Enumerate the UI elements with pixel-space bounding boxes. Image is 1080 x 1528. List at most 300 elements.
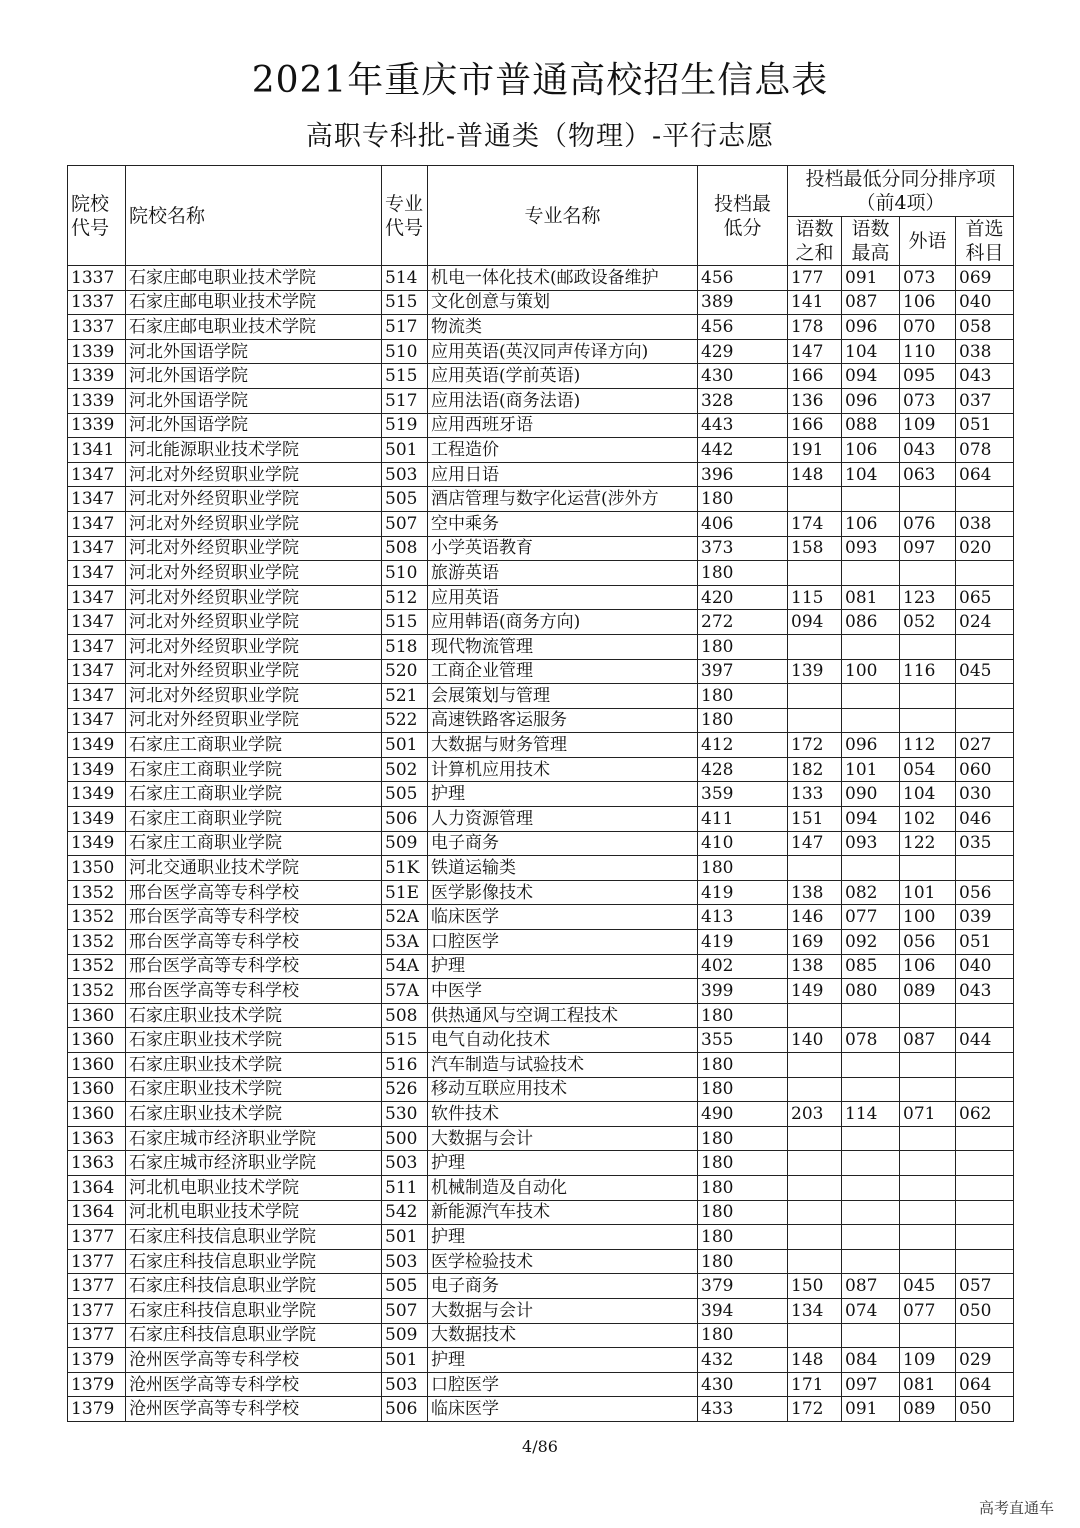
cell-school-code: 1339: [68, 364, 126, 389]
cell-foreign-language: [900, 684, 956, 709]
cell-school-code: 1360: [68, 1003, 126, 1028]
cell-school-name: 石家庄职业技术学院: [126, 1053, 382, 1078]
cell-major-name: 大数据与会计: [428, 1298, 698, 1323]
cell-school-code: 1379: [68, 1372, 126, 1397]
cell-school-name: 河北对外经贸职业学院: [126, 487, 382, 512]
document-subtitle: 高职专科批-普通类（物理）-平行志愿: [305, 121, 775, 152]
cell-chinese-math-max: 090: [842, 782, 900, 807]
cell-foreign-language: 106: [900, 954, 956, 979]
cell-major-name: 应用韩语(商务方向): [428, 610, 698, 635]
cell-preferred-subject: 044: [956, 1028, 1014, 1053]
table-row: [68, 1323, 1014, 1348]
cell-school-name: 石家庄邮电职业技术学院: [126, 290, 382, 315]
cell-chinese-math-max: 074: [842, 1298, 900, 1323]
cell-chinese-math-max: [842, 487, 900, 512]
cell-min-score: 180: [698, 1175, 788, 1200]
cell-chinese-math-sum: 134: [788, 1298, 842, 1323]
cell-school-code: 1347: [68, 462, 126, 487]
cell-school-code: 1349: [68, 831, 126, 856]
cell-school-code: 1363: [68, 1126, 126, 1151]
table-row: [68, 1077, 1014, 1102]
cell-major-name: 护理: [428, 1348, 698, 1373]
cell-major-name: 机械制造及自动化: [428, 1175, 698, 1200]
cell-major-code: 519: [382, 413, 428, 438]
cell-school-name: 河北对外经贸职业学院: [126, 536, 382, 561]
cell-school-code: 1347: [68, 487, 126, 512]
header-min-score: 投档最低分: [698, 166, 788, 266]
cell-major-name: 护理: [428, 954, 698, 979]
cell-min-score: 402: [698, 954, 788, 979]
cell-school-code: 1349: [68, 782, 126, 807]
cell-foreign-language: 052: [900, 610, 956, 635]
cell-min-score: 180: [698, 1053, 788, 1078]
cell-major-name: 软件技术: [428, 1102, 698, 1127]
cell-min-score: 180: [698, 634, 788, 659]
cell-chinese-math-max: 106: [842, 511, 900, 536]
cell-foreign-language: 102: [900, 807, 956, 832]
cell-school-name: 河北交通职业技术学院: [126, 856, 382, 881]
cell-chinese-math-max: 097: [842, 1372, 900, 1397]
table-row: [68, 979, 1014, 1004]
cell-chinese-math-max: 092: [842, 930, 900, 955]
cell-school-name: 石家庄职业技术学院: [126, 1003, 382, 1028]
cell-foreign-language: 089: [900, 979, 956, 1004]
cell-min-score: 389: [698, 290, 788, 315]
cell-school-code: 1347: [68, 684, 126, 709]
table-row: [68, 290, 1014, 315]
table-row: [68, 1348, 1014, 1373]
cell-foreign-language: [900, 1003, 956, 1028]
cell-chinese-math-sum: 148: [788, 1348, 842, 1373]
cell-foreign-language: 097: [900, 536, 956, 561]
cell-min-score: 411: [698, 807, 788, 832]
cell-major-code: 515: [382, 1028, 428, 1053]
cell-major-name: 应用英语: [428, 585, 698, 610]
cell-chinese-math-max: [842, 1053, 900, 1078]
page-number: 4/86: [522, 1437, 558, 1456]
cell-chinese-math-max: 078: [842, 1028, 900, 1053]
table-row: [68, 733, 1014, 758]
header-sub-preferred-subject: 首选科目: [956, 217, 1014, 266]
cell-chinese-math-max: 077: [842, 905, 900, 930]
cell-school-name: 石家庄工商职业学院: [126, 831, 382, 856]
cell-school-name: 河北外国语学院: [126, 413, 382, 438]
cell-school-code: 1352: [68, 954, 126, 979]
cell-school-name: 邢台医学高等专科学校: [126, 930, 382, 955]
cell-school-code: 1339: [68, 339, 126, 364]
cell-school-code: 1347: [68, 634, 126, 659]
cell-major-code: 509: [382, 831, 428, 856]
cell-chinese-math-max: [842, 634, 900, 659]
cell-school-code: 1337: [68, 315, 126, 340]
cell-major-code: 515: [382, 610, 428, 635]
cell-major-name: 临床医学: [428, 1397, 698, 1422]
table-row: [68, 708, 1014, 733]
cell-major-code: 515: [382, 364, 428, 389]
cell-school-code: 1349: [68, 757, 126, 782]
cell-major-code: 501: [382, 1348, 428, 1373]
cell-chinese-math-max: [842, 1225, 900, 1250]
cell-major-code: 514: [382, 266, 428, 291]
cell-min-score: 180: [698, 708, 788, 733]
cell-foreign-language: [900, 1249, 956, 1274]
cell-preferred-subject: [956, 1126, 1014, 1151]
cell-chinese-math-sum: 182: [788, 757, 842, 782]
cell-preferred-subject: 056: [956, 880, 1014, 905]
cell-foreign-language: 077: [900, 1298, 956, 1323]
cell-school-code: 1360: [68, 1102, 126, 1127]
cell-major-code: 517: [382, 388, 428, 413]
cell-major-name: 工商企业管理: [428, 659, 698, 684]
header-sub-chinese-math-sum: 语数之和: [788, 217, 842, 266]
cell-preferred-subject: 038: [956, 339, 1014, 364]
cell-major-code: 501: [382, 438, 428, 463]
cell-major-name: 会展策划与管理: [428, 684, 698, 709]
cell-preferred-subject: [956, 684, 1014, 709]
cell-foreign-language: [900, 1151, 956, 1176]
cell-major-name: 应用英语(学前英语): [428, 364, 698, 389]
cell-chinese-math-max: 093: [842, 831, 900, 856]
cell-major-code: 515: [382, 290, 428, 315]
table-row: [68, 1028, 1014, 1053]
cell-chinese-math-max: 091: [842, 1397, 900, 1422]
cell-school-name: 石家庄工商职业学院: [126, 733, 382, 758]
table-row: [68, 487, 1014, 512]
cell-preferred-subject: 020: [956, 536, 1014, 561]
cell-foreign-language: 095: [900, 364, 956, 389]
cell-min-score: 410: [698, 831, 788, 856]
cell-major-name: 供热通风与空调工程技术: [428, 1003, 698, 1028]
table-row: [68, 388, 1014, 413]
cell-preferred-subject: [956, 1151, 1014, 1176]
cell-major-code: 503: [382, 1151, 428, 1176]
cell-chinese-math-sum: 148: [788, 462, 842, 487]
cell-foreign-language: [900, 1126, 956, 1151]
cell-major-code: 520: [382, 659, 428, 684]
cell-major-name: 口腔医学: [428, 930, 698, 955]
cell-chinese-math-sum: 115: [788, 585, 842, 610]
cell-foreign-language: 101: [900, 880, 956, 905]
cell-school-name: 沧州医学高等专科学校: [126, 1372, 382, 1397]
table-row: [68, 782, 1014, 807]
cell-chinese-math-sum: 178: [788, 315, 842, 340]
cell-min-score: 433: [698, 1397, 788, 1422]
cell-min-score: 397: [698, 659, 788, 684]
cell-school-name: 石家庄职业技术学院: [126, 1028, 382, 1053]
cell-chinese-math-sum: 139: [788, 659, 842, 684]
cell-chinese-math-sum: 136: [788, 388, 842, 413]
cell-chinese-math-max: [842, 1200, 900, 1225]
cell-min-score: 394: [698, 1298, 788, 1323]
cell-preferred-subject: 024: [956, 610, 1014, 635]
cell-major-code: 505: [382, 1274, 428, 1299]
cell-major-code: 510: [382, 339, 428, 364]
cell-major-name: 电子商务: [428, 1274, 698, 1299]
table-row: [68, 364, 1014, 389]
cell-preferred-subject: [956, 1225, 1014, 1250]
cell-school-name: 河北对外经贸职业学院: [126, 610, 382, 635]
cell-major-code: 510: [382, 561, 428, 586]
cell-major-code: 51K: [382, 856, 428, 881]
cell-major-name: 电子商务: [428, 831, 698, 856]
table-row: [68, 807, 1014, 832]
cell-major-name: 汽车制造与试验技术: [428, 1053, 698, 1078]
cell-preferred-subject: 050: [956, 1298, 1014, 1323]
cell-school-code: 1352: [68, 905, 126, 930]
header-school-name: 院校名称: [126, 166, 382, 266]
cell-major-name: 大数据与财务管理: [428, 733, 698, 758]
cell-school-code: 1347: [68, 585, 126, 610]
cell-school-code: 1360: [68, 1077, 126, 1102]
cell-major-name: 口腔医学: [428, 1372, 698, 1397]
cell-school-code: 1377: [68, 1249, 126, 1274]
table-row: [68, 1274, 1014, 1299]
cell-school-code: 1339: [68, 413, 126, 438]
cell-school-code: 1377: [68, 1274, 126, 1299]
cell-school-name: 河北对外经贸职业学院: [126, 561, 382, 586]
cell-school-name: 河北对外经贸职业学院: [126, 585, 382, 610]
cell-min-score: 272: [698, 610, 788, 635]
cell-major-name: 计算机应用技术: [428, 757, 698, 782]
cell-school-name: 沧州医学高等专科学校: [126, 1348, 382, 1373]
cell-foreign-language: [900, 1200, 956, 1225]
cell-preferred-subject: 040: [956, 954, 1014, 979]
cell-chinese-math-sum: [788, 561, 842, 586]
cell-preferred-subject: 039: [956, 905, 1014, 930]
cell-major-code: 511: [382, 1175, 428, 1200]
cell-chinese-math-sum: 158: [788, 536, 842, 561]
admission-table: [67, 165, 1014, 1422]
cell-major-name: 新能源汽车技术: [428, 1200, 698, 1225]
table-row: [68, 1200, 1014, 1225]
header-major-name: 专业名称: [428, 166, 698, 266]
cell-preferred-subject: 051: [956, 413, 1014, 438]
cell-major-code: 54A: [382, 954, 428, 979]
cell-chinese-math-sum: [788, 1151, 842, 1176]
cell-school-name: 河北机电职业技术学院: [126, 1175, 382, 1200]
cell-school-code: 1341: [68, 438, 126, 463]
cell-preferred-subject: 030: [956, 782, 1014, 807]
table-row: [68, 1126, 1014, 1151]
table-row: [68, 954, 1014, 979]
cell-preferred-subject: 043: [956, 364, 1014, 389]
cell-chinese-math-max: 096: [842, 315, 900, 340]
cell-school-code: 1350: [68, 856, 126, 881]
cell-major-name: 大数据与会计: [428, 1126, 698, 1151]
cell-preferred-subject: 065: [956, 585, 1014, 610]
document-title: 2021年重庆市普通高校招生信息表: [251, 60, 829, 101]
cell-preferred-subject: 058: [956, 315, 1014, 340]
cell-major-code: 501: [382, 733, 428, 758]
cell-min-score: 180: [698, 684, 788, 709]
cell-foreign-language: 070: [900, 315, 956, 340]
cell-chinese-math-sum: [788, 1249, 842, 1274]
table-row: [68, 561, 1014, 586]
table-header: [68, 166, 1014, 266]
cell-preferred-subject: [956, 1077, 1014, 1102]
cell-major-code: 505: [382, 487, 428, 512]
cell-school-name: 石家庄邮电职业技术学院: [126, 266, 382, 291]
table-row: [68, 413, 1014, 438]
cell-major-code: 526: [382, 1077, 428, 1102]
cell-chinese-math-max: 101: [842, 757, 900, 782]
cell-foreign-language: 110: [900, 339, 956, 364]
cell-major-name: 临床医学: [428, 905, 698, 930]
cell-school-name: 石家庄科技信息职业学院: [126, 1323, 382, 1348]
cell-school-name: 邢台医学高等专科学校: [126, 905, 382, 930]
cell-major-code: 53A: [382, 930, 428, 955]
cell-foreign-language: 071: [900, 1102, 956, 1127]
cell-major-code: 530: [382, 1102, 428, 1127]
cell-chinese-math-max: 088: [842, 413, 900, 438]
cell-min-score: 180: [698, 1200, 788, 1225]
cell-school-code: 1337: [68, 290, 126, 315]
cell-major-code: 57A: [382, 979, 428, 1004]
cell-chinese-math-max: [842, 1077, 900, 1102]
cell-preferred-subject: 051: [956, 930, 1014, 955]
cell-chinese-math-sum: [788, 634, 842, 659]
cell-school-name: 河北外国语学院: [126, 388, 382, 413]
cell-preferred-subject: 035: [956, 831, 1014, 856]
cell-min-score: 443: [698, 413, 788, 438]
cell-major-name: 机电一体化技术(邮政设备维护: [428, 266, 698, 291]
cell-chinese-math-max: 094: [842, 807, 900, 832]
cell-min-score: 180: [698, 1151, 788, 1176]
table-row: [68, 831, 1014, 856]
cell-major-code: 509: [382, 1323, 428, 1348]
cell-min-score: 180: [698, 1077, 788, 1102]
cell-min-score: 428: [698, 757, 788, 782]
cell-major-code: 52A: [382, 905, 428, 930]
cell-chinese-math-max: 096: [842, 388, 900, 413]
cell-preferred-subject: 078: [956, 438, 1014, 463]
cell-min-score: 430: [698, 364, 788, 389]
cell-min-score: 180: [698, 1003, 788, 1028]
cell-chinese-math-sum: [788, 1225, 842, 1250]
cell-chinese-math-max: 093: [842, 536, 900, 561]
cell-chinese-math-max: 114: [842, 1102, 900, 1127]
cell-preferred-subject: 040: [956, 290, 1014, 315]
table-row: [68, 1225, 1014, 1250]
cell-major-name: 工程造价: [428, 438, 698, 463]
table-row: [68, 1298, 1014, 1323]
cell-school-name: 石家庄城市经济职业学院: [126, 1126, 382, 1151]
table-row: [68, 315, 1014, 340]
cell-preferred-subject: [956, 561, 1014, 586]
cell-major-name: 酒店管理与数字化运营(涉外方: [428, 487, 698, 512]
table-row: [68, 1102, 1014, 1127]
cell-preferred-subject: 060: [956, 757, 1014, 782]
cell-school-name: 石家庄邮电职业技术学院: [126, 315, 382, 340]
cell-school-code: 1349: [68, 807, 126, 832]
cell-chinese-math-max: [842, 1126, 900, 1151]
table-row: [68, 1372, 1014, 1397]
cell-preferred-subject: 062: [956, 1102, 1014, 1127]
cell-major-code: 506: [382, 1397, 428, 1422]
table-row: [68, 930, 1014, 955]
cell-major-name: 护理: [428, 782, 698, 807]
cell-major-name: 电气自动化技术: [428, 1028, 698, 1053]
cell-foreign-language: 104: [900, 782, 956, 807]
cell-preferred-subject: 043: [956, 979, 1014, 1004]
cell-school-name: 河北外国语学院: [126, 339, 382, 364]
cell-chinese-math-max: [842, 708, 900, 733]
cell-chinese-math-sum: [788, 1126, 842, 1151]
cell-major-code: 502: [382, 757, 428, 782]
cell-chinese-math-sum: 172: [788, 733, 842, 758]
header-school-code: 院校代号: [68, 166, 126, 266]
cell-foreign-language: 056: [900, 930, 956, 955]
cell-major-name: 护理: [428, 1151, 698, 1176]
cell-school-name: 石家庄职业技术学院: [126, 1102, 382, 1127]
cell-school-name: 河北外国语学院: [126, 364, 382, 389]
cell-foreign-language: 081: [900, 1372, 956, 1397]
cell-chinese-math-max: 085: [842, 954, 900, 979]
cell-major-name: 应用日语: [428, 462, 698, 487]
table-row: [68, 266, 1014, 291]
cell-school-name: 邢台医学高等专科学校: [126, 954, 382, 979]
cell-preferred-subject: [956, 1053, 1014, 1078]
table-row: [68, 880, 1014, 905]
cell-chinese-math-sum: [788, 487, 842, 512]
cell-foreign-language: 122: [900, 831, 956, 856]
cell-major-name: 小学英语教育: [428, 536, 698, 561]
cell-preferred-subject: 064: [956, 1372, 1014, 1397]
cell-major-code: 500: [382, 1126, 428, 1151]
cell-major-name: 护理: [428, 1225, 698, 1250]
cell-chinese-math-max: 096: [842, 733, 900, 758]
cell-major-code: 505: [382, 782, 428, 807]
table-row: [68, 585, 1014, 610]
table-row: [68, 1175, 1014, 1200]
cell-school-code: 1364: [68, 1175, 126, 1200]
cell-preferred-subject: 038: [956, 511, 1014, 536]
cell-chinese-math-sum: 149: [788, 979, 842, 1004]
table-row: [68, 1151, 1014, 1176]
cell-major-code: 506: [382, 807, 428, 832]
cell-school-code: 1360: [68, 1028, 126, 1053]
table-row: [68, 339, 1014, 364]
cell-school-code: 1377: [68, 1323, 126, 1348]
cell-chinese-math-sum: 138: [788, 954, 842, 979]
cell-min-score: 420: [698, 585, 788, 610]
cell-foreign-language: 063: [900, 462, 956, 487]
cell-chinese-math-sum: 151: [788, 807, 842, 832]
cell-chinese-math-sum: 147: [788, 339, 842, 364]
cell-major-name: 物流类: [428, 315, 698, 340]
cell-major-code: 542: [382, 1200, 428, 1225]
cell-chinese-math-max: 086: [842, 610, 900, 635]
cell-major-name: 移动互联应用技术: [428, 1077, 698, 1102]
cell-major-code: 51E: [382, 880, 428, 905]
cell-major-name: 应用法语(商务法语): [428, 388, 698, 413]
cell-chinese-math-max: 106: [842, 438, 900, 463]
cell-school-name: 河北能源职业技术学院: [126, 438, 382, 463]
cell-min-score: 490: [698, 1102, 788, 1127]
cell-min-score: 355: [698, 1028, 788, 1053]
cell-foreign-language: 054: [900, 757, 956, 782]
cell-foreign-language: [900, 561, 956, 586]
cell-chinese-math-max: 094: [842, 364, 900, 389]
cell-foreign-language: 112: [900, 733, 956, 758]
cell-school-name: 石家庄城市经济职业学院: [126, 1151, 382, 1176]
cell-min-score: 180: [698, 1126, 788, 1151]
cell-major-name: 旅游英语: [428, 561, 698, 586]
cell-foreign-language: 045: [900, 1274, 956, 1299]
cell-major-name: 医学检验技术: [428, 1249, 698, 1274]
cell-min-score: 442: [698, 438, 788, 463]
cell-chinese-math-sum: 177: [788, 266, 842, 291]
